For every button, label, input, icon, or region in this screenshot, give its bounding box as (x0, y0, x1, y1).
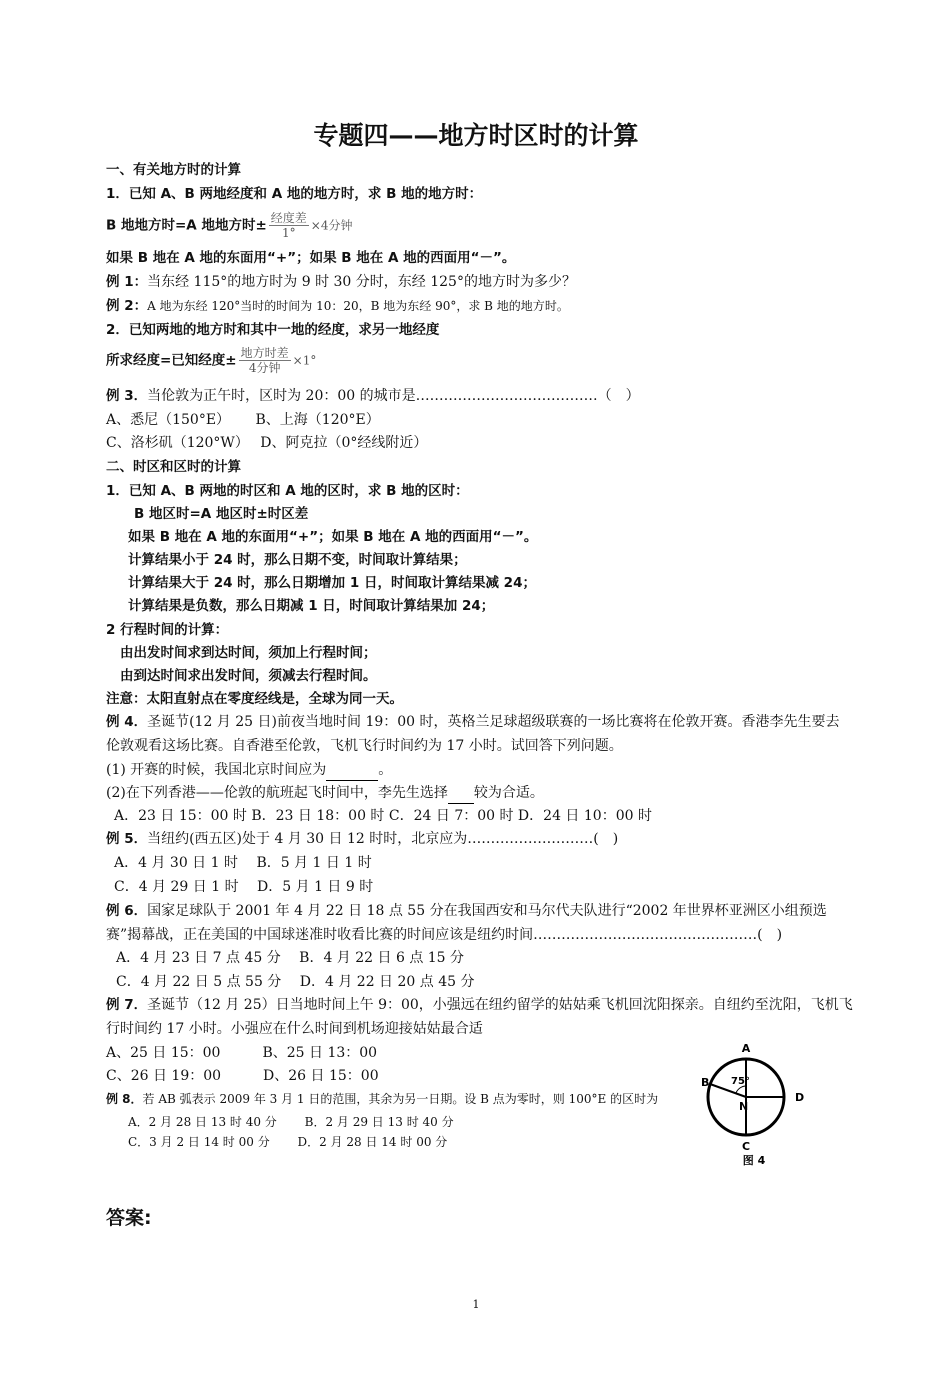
example-5-text: 当纽约(西五区)处于 4 月 30 日 12 时时，北京应为………………………( ) (147, 831, 619, 847)
example-7-options-ab: A、25 日 15：00 B、25 日 13：00 (106, 1045, 378, 1061)
polar-view-diagram (698, 1038, 810, 1172)
formula-2-suffix: ×1° (292, 353, 317, 368)
example-5-options-cd: C．4 月 29 日 1 时 D．5 月 1 日 9 时 (114, 879, 374, 895)
page-number: 1 (472, 1298, 480, 1311)
example-7 (106, 995, 853, 1015)
example-6-options-cd: C．4 月 22 日 5 点 55 分 D．4 月 22 日 20 点 45 分 (116, 974, 475, 990)
example-2-text: A 地为东经 120°当时的时间为 10：20，B 地为东经 90°，求 B 地的地方时。 (147, 299, 569, 313)
example-3 (106, 386, 640, 406)
example-8-options-cd: C．3 月 2 日 14 时 00 分 D．2 月 28 日 14 时 00 分 (128, 1135, 448, 1149)
label-d: D (795, 1091, 805, 1104)
rule-10: 2 行程时间的计算： (106, 622, 229, 638)
angle-label: 75° (731, 1076, 750, 1087)
label-a: A (741, 1042, 751, 1055)
formula-1-prefix: B 地地方时=A 地地方时± (106, 217, 267, 234)
answer-blank-1[interactable] (326, 760, 378, 781)
example-4-question-2 (106, 783, 544, 804)
example-7-options-cd: C、26 日 19：00 D、26 日 15：00 (106, 1068, 379, 1084)
figure-caption: 图 4 (742, 1154, 766, 1167)
example-2 (106, 296, 569, 316)
formula-2-fraction (239, 346, 291, 375)
example-6 (106, 901, 827, 921)
example-4-question-1-end: 。 (378, 762, 393, 778)
rule-12: 由到达时间求出发时间，须减去行程时间。 (120, 668, 377, 684)
example-4-question-1-text: (1) 开赛的时候，我国北京时间应为 (106, 762, 327, 778)
rule-4: 1．已知 A、B 两地的时区和 A 地的区时，求 B 地的区时： (106, 483, 469, 499)
rule-6: 如果 B 地在 A 地的东面用“+”；如果 B 地在 A 地的西面用“－”。 (128, 529, 538, 545)
example-4-question-1 (106, 760, 392, 781)
example-4-question-2-end: 较为合适。 (473, 785, 544, 801)
formula-1-fraction (269, 211, 309, 240)
example-7-line-2: 行时间约 17 小时。小强应在什么时间到机场迎接姑姑最合适 (106, 1021, 483, 1037)
rule-3: 2．已知两地的地方时和其中一地的经度，求另一地经度 (106, 322, 440, 338)
example-4-question-2-text: (2)在下列香港——伦敦的航班起飞时间中，李先生选择 (106, 785, 448, 801)
angle-arc (736, 1086, 746, 1093)
rule-7: 计算结果小于 24 时，那么日期不变，时间取计算结果； (128, 552, 467, 568)
formula-1 (106, 211, 352, 240)
section-heading-2: 二、时区和区时的计算 (106, 459, 241, 475)
example-3-options-cd: C、洛杉矶（120°W） D、阿克拉（0°经线附近） (106, 435, 428, 451)
answer-heading: 答案: (106, 1207, 152, 1229)
example-4-options: A．23 日 15：00 时 B．23 日 18：00 时 C．24 日 7：00 时 D．24 日 10：00 时 (114, 808, 652, 824)
example-4-line-2: 伦敦观看这场比赛。自香港至伦敦，飞机飞行时间约为 17 小时。试回答下列问题。 (106, 738, 623, 754)
example-4-label: 例 4． (106, 714, 148, 730)
formula-1-suffix: ×4分钟 (310, 218, 353, 233)
example-5 (106, 829, 618, 849)
formula-2 (106, 346, 316, 375)
example-4 (106, 712, 840, 732)
rule-8: 计算结果大于 24 时，那么日期增加 1 日，时间取计算结果减 24； (128, 575, 536, 591)
rule-9: 计算结果是负数，那么日期减 1 日，时间取计算结果加 24； (128, 598, 495, 614)
example-5-options-ab: A．4 月 30 日 1 时 B．5 月 1 日 1 时 (114, 855, 372, 871)
example-1 (106, 272, 576, 292)
example-6-options-ab: A．4 月 23 日 7 点 45 分 B．4 月 22 日 6 点 15 分 (116, 950, 465, 966)
rule-11: 由出发时间求到达时间，须加上行程时间； (120, 645, 377, 661)
example-6-line-2: 赛”揭幕战，正在美国的中国球迷准时收看比赛的时间应该是纽约时间…………………………………………( ) (106, 927, 783, 943)
formula-1-denominator: 1° (281, 226, 296, 240)
example-7-text: 圣诞节（12 月 25）日当地时间上午 9：00，小强远在纽约留学的姑姑乘飞机回沈阳探亲。自纽约至沈阳，飞机飞 (147, 997, 853, 1013)
example-2-label: 例 2： (106, 298, 148, 314)
note: 注意：太阳直射点在零度经线是，全球为同一天。 (106, 691, 403, 707)
example-8-options-ab: A．2 月 28 日 13 时 40 分 B．2 月 29 日 13 时 40 分 (128, 1115, 454, 1129)
formula-2-prefix: 所求经度=已知经度± (106, 352, 237, 369)
rule-2: 如果 B 地在 A 地的东面用“+”；如果 B 地在 A 地的西面用“－”。 (106, 250, 516, 266)
formula-2-denominator: 4分钟 (248, 361, 281, 375)
formula-2-numerator: 地方时差 (240, 346, 289, 360)
example-5-label: 例 5． (106, 831, 148, 847)
formula-1-numerator: 经度差 (270, 211, 307, 225)
rule-5: B 地区时=A 地区时±时区差 (134, 506, 309, 522)
example-8 (106, 1089, 658, 1109)
example-3-label: 例 3． (106, 388, 148, 404)
example-7-label: 例 7． (106, 997, 148, 1013)
example-1-label: 例 1： (106, 274, 148, 290)
example-1-text: 当东经 115°的地方时为 9 时 30 分时，东经 125°的地方时为多少？ (147, 274, 576, 290)
example-6-text: 国家足球队于 2001 年 4 月 22 日 18 点 55 分在我国西安和马尔代夫队进行“2002 年世界杯亚洲区小组预选 (147, 903, 827, 919)
example-3-text: 当伦敦为正午时，区时为 20：00 的城市是…………………………………（ ） (147, 388, 640, 404)
label-b: B (701, 1076, 710, 1089)
section-heading-1: 一、有关地方时的计算 (106, 162, 241, 178)
example-4-text: 圣诞节(12 月 25 日)前夜当地时间 19：00 时，英格兰足球超级联赛的一场比赛将在伦敦开赛。香港李先生要去 (147, 714, 840, 730)
answer-blank-2[interactable] (448, 783, 474, 804)
label-n: N (739, 1100, 749, 1113)
page-title: 专题四——地方时区时的计算 (313, 121, 639, 150)
example-3-options-ab: A、悉尼（150°E） B、上海（120°E） (106, 412, 380, 428)
example-8-text: 若 AB 弧表示 2009 年 3 月 1 日的范围，其余为另一日期。设 B 点为零时，则 100°E 的区时为 (142, 1092, 659, 1106)
rule-1: 1．已知 A、B 两地经度和 A 地的地方时，求 B 地的地方时： (106, 186, 483, 202)
example-6-label: 例 6． (106, 903, 148, 919)
label-c: C (741, 1140, 751, 1153)
example-8-label: 例 8． (106, 1092, 143, 1106)
